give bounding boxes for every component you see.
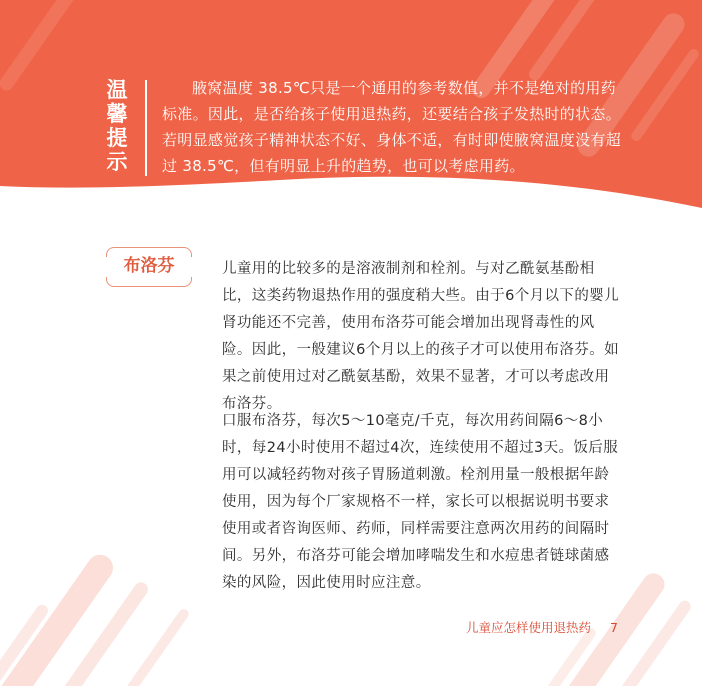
decor-streak xyxy=(119,607,190,686)
tip-divider xyxy=(145,80,147,176)
tip-title-char: 馨 xyxy=(106,102,128,126)
decor-streak xyxy=(0,550,118,686)
body-paragraph-2: 口服布洛芬，每次5～10毫克/千克，每次用药间隔6～8小时，每24小时使用不超过4次，连续使用不超过3天。饭后服用可以减轻药物对孩子胃肠道刺激。栓剂用量一般根据年龄使用，因为每个厂家规格不一样，家长可以根据说明书要求使用或者咨询医师、药师，同样需要注意两次用药的间隔时间。另外，布洛芬可能会增加哮喘发生和水痘患者链球菌感染的风险，因此使用时应注意。 xyxy=(222,413,619,591)
tip-text: 腋窝温度 38.5℃只是一个通用的参考数值，并不是绝对的用药标准。因此，是否给孩子使用退热药，还要结合孩子发热时的状态。若明显感觉孩子精神状态不好、身体不适，有时即使腋窝温度没有超过 38.5℃，但有明显上升的趋势，也可以考虑用药。 xyxy=(162,79,622,175)
footer-book-title: 儿童应怎样使用退热药 xyxy=(466,620,592,635)
section-tag-label: 布洛芬 xyxy=(123,256,175,276)
tip-title-char: 示 xyxy=(106,150,128,174)
section-tag xyxy=(106,247,192,287)
page-number: 7 xyxy=(610,620,618,635)
tip-title xyxy=(102,78,132,174)
tip-title-char: 温 xyxy=(106,78,128,102)
tip-title-char: 提 xyxy=(106,126,128,150)
tag-bracket-bottom xyxy=(106,277,192,287)
body-paragraph-1: 儿童用的比较多的是溶液制剂和栓剂。与对乙酰氨基酚相比，这类药物退热作用的强度稍大些。由于6个月以下的婴儿肾功能还不完善，使用布洛芬可能会增加出现肾毒性的风险。因此，一般建议6个月以上的孩子才可以使用布洛芬。如果之前使用过对乙酰氨基酚，效果不显著，才可以考虑改用布洛芬。 xyxy=(222,261,620,412)
